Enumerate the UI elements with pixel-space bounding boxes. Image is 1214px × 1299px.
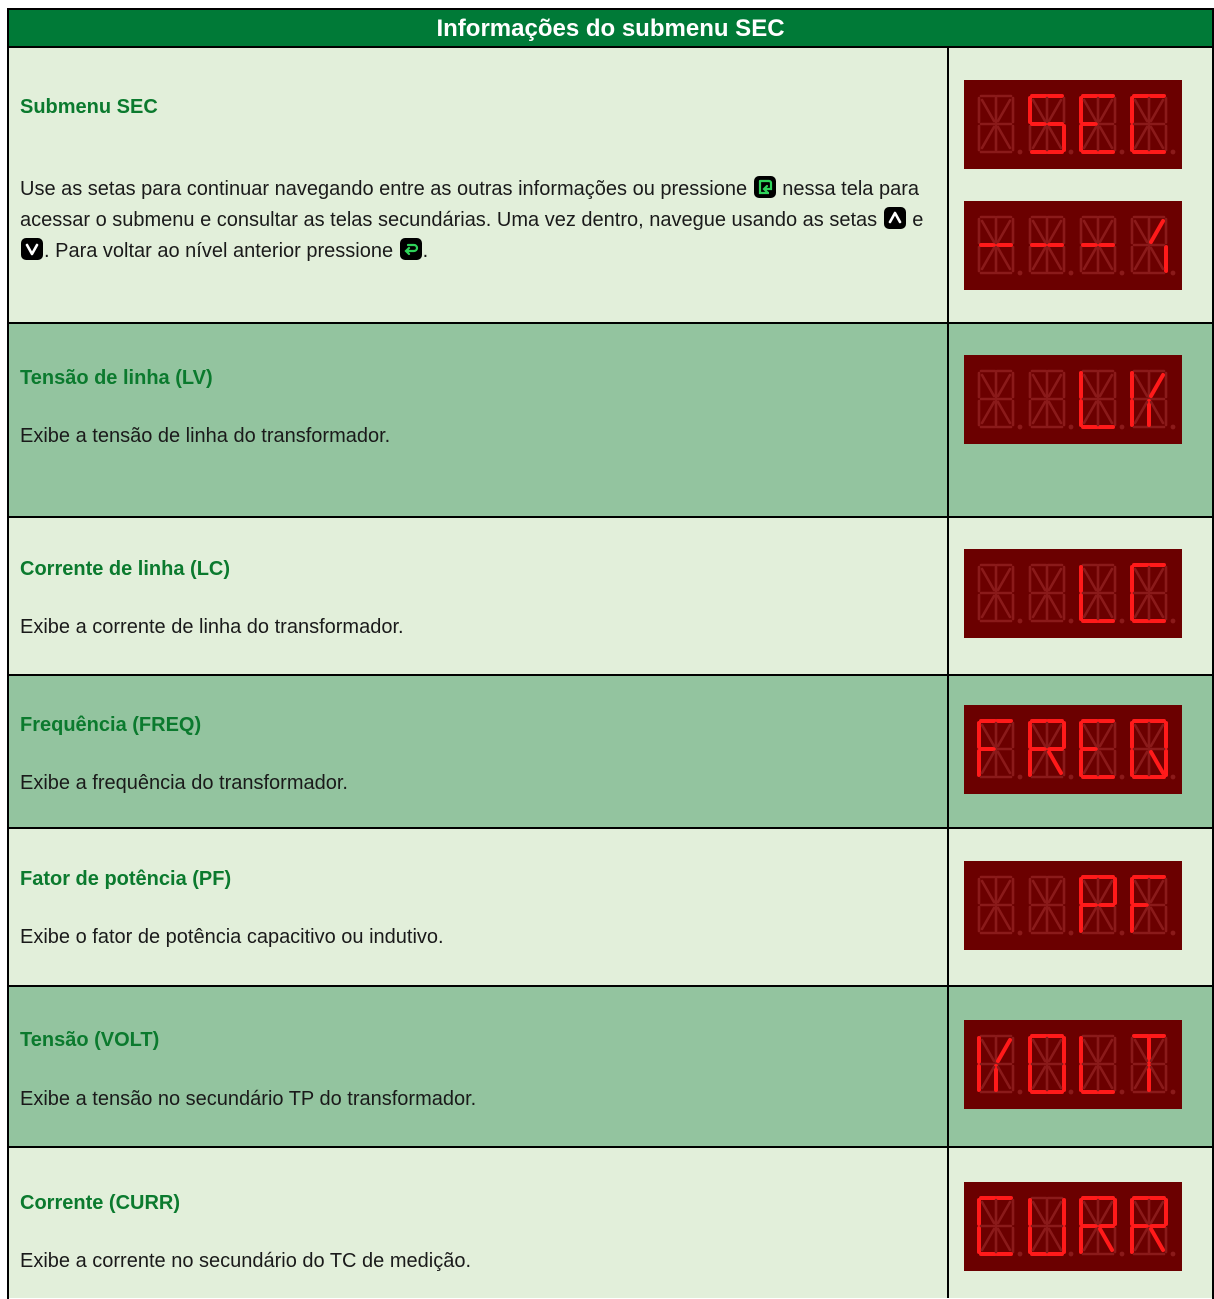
row-text-cell xyxy=(9,48,949,322)
segment-dot xyxy=(1069,271,1074,276)
segment-off xyxy=(1151,569,1163,590)
segment-off xyxy=(982,248,994,269)
row-title: Submenu SEC xyxy=(20,96,158,118)
segment-off xyxy=(1135,569,1147,590)
segment-off xyxy=(982,725,994,746)
segment-display xyxy=(964,705,1182,794)
segment-off xyxy=(1049,1067,1061,1088)
segment-off xyxy=(1033,752,1045,773)
segment-off xyxy=(998,1202,1010,1223)
segment-digit xyxy=(1030,96,1073,154)
segment-off xyxy=(982,100,994,121)
segment-digit xyxy=(979,565,1022,623)
segment-off xyxy=(1135,1067,1147,1088)
segment-off xyxy=(1049,908,1061,929)
segment-on xyxy=(1151,752,1163,773)
table-row-frequency xyxy=(9,676,1212,829)
segment-dot xyxy=(1120,775,1125,780)
segment-off xyxy=(1033,881,1045,902)
row-description: Exibe a tensão no secundário TP do transformador. xyxy=(20,1088,477,1110)
segment-dot xyxy=(1069,150,1074,155)
segment-off xyxy=(1084,1040,1096,1061)
segment-on xyxy=(1151,221,1163,242)
segment-dot xyxy=(1120,931,1125,936)
segment-digit xyxy=(1030,217,1073,275)
segment-off xyxy=(982,1202,994,1223)
segment-off xyxy=(982,1067,994,1088)
segment-on xyxy=(998,1040,1010,1061)
segment-off xyxy=(998,596,1010,617)
segment-on xyxy=(1100,1229,1112,1250)
desc-text: nessa tela para acessar o submenu e consultar as telas secundárias. Uma vez dentro, navegue usando as setas xyxy=(20,178,919,231)
segment-off xyxy=(1049,375,1061,396)
desc-text: Use as setas para continuar navegando entre as outras informações ou pressione xyxy=(20,178,748,200)
segment-off xyxy=(1135,100,1147,121)
segment-off xyxy=(982,221,994,242)
segment-off xyxy=(982,127,994,148)
segment-dot xyxy=(1171,271,1176,276)
segment-display xyxy=(964,861,1182,950)
row-display-cell xyxy=(949,676,1212,827)
segment-off xyxy=(1151,908,1163,929)
row-display-cell xyxy=(949,518,1212,674)
segment-dot xyxy=(1069,425,1074,430)
table-header: Informações do submenu SEC xyxy=(9,10,1212,48)
segment-off xyxy=(1033,248,1045,269)
segment-off xyxy=(1033,221,1045,242)
segment-off xyxy=(1100,908,1112,929)
back-key-icon xyxy=(400,238,422,260)
segment-off xyxy=(1084,908,1096,929)
segment-off xyxy=(1151,248,1163,269)
segment-off xyxy=(982,375,994,396)
segment-dot xyxy=(1120,425,1125,430)
table-row-submenu-sec xyxy=(9,48,1212,324)
row-text-cell xyxy=(9,676,949,827)
segment-digit xyxy=(1081,217,1124,275)
row-title: Corrente de linha (LC) xyxy=(20,558,231,580)
segment-digit xyxy=(1081,96,1124,154)
segment-dot xyxy=(1018,1090,1023,1095)
table-row-current xyxy=(9,1148,1212,1298)
segment-off xyxy=(998,100,1010,121)
segment-off xyxy=(1033,1040,1045,1061)
segment-digit xyxy=(1081,1036,1124,1094)
segment-off xyxy=(998,881,1010,902)
segment-off xyxy=(1033,569,1045,590)
segment-off xyxy=(1033,375,1045,396)
segment-dot xyxy=(1069,1090,1074,1095)
row-description: Exibe a tensão de linha do transformador. xyxy=(20,425,391,447)
segment-off xyxy=(1151,402,1163,423)
segment-off xyxy=(1100,248,1112,269)
segment-off xyxy=(1049,1229,1061,1250)
desc-text: . Para voltar ao nível anterior pressione xyxy=(44,240,394,262)
table-row-line-current xyxy=(9,518,1212,676)
segment-dot xyxy=(1018,425,1023,430)
segment-off xyxy=(1100,100,1112,121)
segment-off xyxy=(1049,1040,1061,1061)
segment-digit xyxy=(1132,217,1175,275)
segment-off xyxy=(982,1229,994,1250)
table-row-voltage xyxy=(9,987,1212,1148)
segment-on xyxy=(1151,375,1163,396)
segment-off xyxy=(1033,596,1045,617)
segment-off xyxy=(1084,127,1096,148)
segment-off xyxy=(1084,1067,1096,1088)
segment-off xyxy=(1033,908,1045,929)
segment-dot xyxy=(1120,1252,1125,1257)
segment-off xyxy=(1135,908,1147,929)
segment-off xyxy=(982,908,994,929)
info-table xyxy=(7,8,1214,1299)
segment-dot xyxy=(1018,1252,1023,1257)
segment-display xyxy=(964,1020,1182,1109)
segment-off xyxy=(998,375,1010,396)
segment-off xyxy=(1049,1202,1061,1223)
segment-off xyxy=(998,402,1010,423)
segment-off xyxy=(1135,725,1147,746)
segment-off xyxy=(982,402,994,423)
segment-off xyxy=(1049,569,1061,590)
segment-off xyxy=(1135,248,1147,269)
segment-off xyxy=(1033,127,1045,148)
segment-off xyxy=(1084,725,1096,746)
segment-off xyxy=(998,1067,1010,1088)
segment-dot xyxy=(1018,775,1023,780)
segment-digit xyxy=(1132,96,1175,154)
segment-off xyxy=(1084,752,1096,773)
segment-dot xyxy=(1171,150,1176,155)
segment-off xyxy=(1084,248,1096,269)
segment-digit xyxy=(1030,721,1073,779)
row-text-cell xyxy=(9,518,949,674)
row-title: Corrente (CURR) xyxy=(20,1192,180,1214)
segment-off xyxy=(998,908,1010,929)
segment-dot xyxy=(1120,1090,1125,1095)
desc-text: . xyxy=(422,240,429,262)
segment-digit xyxy=(1132,721,1175,779)
segment-on xyxy=(1049,752,1061,773)
segment-dot xyxy=(1171,425,1176,430)
segment-off xyxy=(1033,1229,1045,1250)
segment-off xyxy=(1151,725,1163,746)
segment-off xyxy=(982,1040,994,1061)
row-display-cell xyxy=(949,48,1212,322)
segment-off xyxy=(1033,1067,1045,1088)
row-description: Exibe a frequência do transformador. xyxy=(20,772,348,794)
row-title: Frequência (FREQ) xyxy=(20,714,202,736)
segment-digit xyxy=(1030,877,1073,935)
segment-off xyxy=(1049,221,1061,242)
row-display-cell xyxy=(949,829,1212,985)
segment-dot xyxy=(1120,271,1125,276)
segment-off xyxy=(1084,402,1096,423)
segment-digit xyxy=(979,1198,1022,1256)
enter-key-icon xyxy=(754,176,776,198)
segment-digit xyxy=(979,1036,1022,1094)
segment-off xyxy=(1033,100,1045,121)
row-description: Exibe o fator de potência capacitivo ou indutivo. xyxy=(20,926,444,948)
row-description: Exibe a corrente de linha do transformador. xyxy=(20,616,404,638)
segment-digit xyxy=(1030,565,1073,623)
segment-off xyxy=(1151,596,1163,617)
segment-display xyxy=(964,355,1182,444)
segment-off xyxy=(1100,569,1112,590)
segment-display xyxy=(964,549,1182,638)
segment-off xyxy=(1049,100,1061,121)
segment-dot xyxy=(1171,931,1176,936)
segment-off xyxy=(1100,752,1112,773)
row-display-cell xyxy=(949,1148,1212,1298)
segment-off xyxy=(1100,375,1112,396)
segment-off xyxy=(1135,596,1147,617)
segment-off xyxy=(1135,127,1147,148)
segment-dot xyxy=(1171,775,1176,780)
segment-digit xyxy=(1030,1036,1073,1094)
segment-digit xyxy=(979,217,1022,275)
segment-off xyxy=(1049,881,1061,902)
segment-off xyxy=(1151,127,1163,148)
segment-off xyxy=(1084,375,1096,396)
segment-digit xyxy=(979,721,1022,779)
row-title: Fator de potência (PF) xyxy=(20,868,232,890)
segment-off xyxy=(1084,1229,1096,1250)
segment-off xyxy=(1151,100,1163,121)
segment-off xyxy=(1033,402,1045,423)
segment-off xyxy=(1084,100,1096,121)
row-display-cell xyxy=(949,987,1212,1146)
segment-off xyxy=(1135,221,1147,242)
segment-digit xyxy=(1132,1198,1175,1256)
segment-off xyxy=(1100,1040,1112,1061)
segment-dot xyxy=(1018,619,1023,624)
segment-off xyxy=(1100,596,1112,617)
segment-digit xyxy=(979,371,1022,429)
segment-off xyxy=(998,752,1010,773)
segment-off xyxy=(998,569,1010,590)
segment-digit xyxy=(1030,1198,1073,1256)
segment-off xyxy=(1049,725,1061,746)
segment-digit xyxy=(1132,565,1175,623)
segment-dot xyxy=(1120,619,1125,624)
segment-off xyxy=(982,752,994,773)
row-title: Tensão (VOLT) xyxy=(20,1029,160,1051)
segment-off xyxy=(982,569,994,590)
segment-off xyxy=(1084,569,1096,590)
segment-digit xyxy=(1081,371,1124,429)
segment-dot xyxy=(1018,150,1023,155)
segment-off xyxy=(1084,1202,1096,1223)
segment-dot xyxy=(1069,619,1074,624)
segment-off xyxy=(1151,881,1163,902)
down-arrow-key-icon xyxy=(21,238,43,260)
segment-digit xyxy=(979,96,1022,154)
segment-off xyxy=(998,221,1010,242)
segment-off xyxy=(982,881,994,902)
row-text-cell xyxy=(9,1148,949,1298)
segment-on xyxy=(1151,1229,1163,1250)
segment-dot xyxy=(1171,619,1176,624)
segment-dot xyxy=(1069,1252,1074,1257)
segment-off xyxy=(982,596,994,617)
segment-off xyxy=(1100,1202,1112,1223)
row-text-cell xyxy=(9,987,949,1146)
table-row-line-voltage xyxy=(9,324,1212,518)
segment-off xyxy=(998,127,1010,148)
segment-off xyxy=(1100,1067,1112,1088)
segment-dot xyxy=(1018,931,1023,936)
segment-off xyxy=(1135,1040,1147,1061)
row-description: Exibe a corrente no secundário do TC de medição. xyxy=(20,1250,472,1272)
segment-digit xyxy=(1132,371,1175,429)
table-row-power-factor xyxy=(9,829,1212,987)
segment-digit xyxy=(1081,1198,1124,1256)
desc-text: e xyxy=(912,209,924,231)
segment-digit xyxy=(1081,721,1124,779)
segment-off xyxy=(1100,725,1112,746)
segment-off xyxy=(1135,881,1147,902)
segment-digit xyxy=(1132,877,1175,935)
segment-off xyxy=(1100,402,1112,423)
segment-digit xyxy=(1132,1036,1175,1094)
segment-display xyxy=(964,201,1182,290)
segment-off xyxy=(1151,1040,1163,1061)
segment-off xyxy=(1033,1202,1045,1223)
segment-off xyxy=(998,248,1010,269)
segment-off xyxy=(1084,881,1096,902)
segment-off xyxy=(1049,127,1061,148)
row-text-cell xyxy=(9,324,949,516)
segment-off xyxy=(1049,596,1061,617)
segment-dot xyxy=(1120,150,1125,155)
segment-display xyxy=(964,80,1182,169)
segment-off xyxy=(1151,1067,1163,1088)
segment-off xyxy=(1135,752,1147,773)
row-display-cell xyxy=(949,324,1212,516)
segment-off xyxy=(1049,248,1061,269)
row-title: Tensão de linha (LV) xyxy=(20,367,213,389)
segment-off xyxy=(1100,881,1112,902)
segment-dot xyxy=(1069,775,1074,780)
segment-off xyxy=(998,1229,1010,1250)
segment-off xyxy=(1135,375,1147,396)
segment-digit xyxy=(1030,371,1073,429)
segment-off xyxy=(1135,1229,1147,1250)
segment-digit xyxy=(1081,565,1124,623)
segment-off xyxy=(1100,221,1112,242)
segment-dot xyxy=(1018,271,1023,276)
segment-off xyxy=(1135,402,1147,423)
segment-display xyxy=(964,1182,1182,1271)
segment-off xyxy=(1100,127,1112,148)
segment-off xyxy=(1033,725,1045,746)
segment-off xyxy=(1084,221,1096,242)
segment-off xyxy=(1049,402,1061,423)
up-arrow-key-icon xyxy=(884,207,906,229)
segment-dot xyxy=(1171,1090,1176,1095)
segment-digit xyxy=(979,877,1022,935)
segment-off xyxy=(1135,1202,1147,1223)
row-text-cell xyxy=(9,829,949,985)
segment-dot xyxy=(1171,1252,1176,1257)
segment-off xyxy=(1151,1202,1163,1223)
segment-dot xyxy=(1069,931,1074,936)
segment-off xyxy=(1084,596,1096,617)
segment-digit xyxy=(1081,877,1124,935)
row-description xyxy=(20,174,940,267)
segment-off xyxy=(998,725,1010,746)
